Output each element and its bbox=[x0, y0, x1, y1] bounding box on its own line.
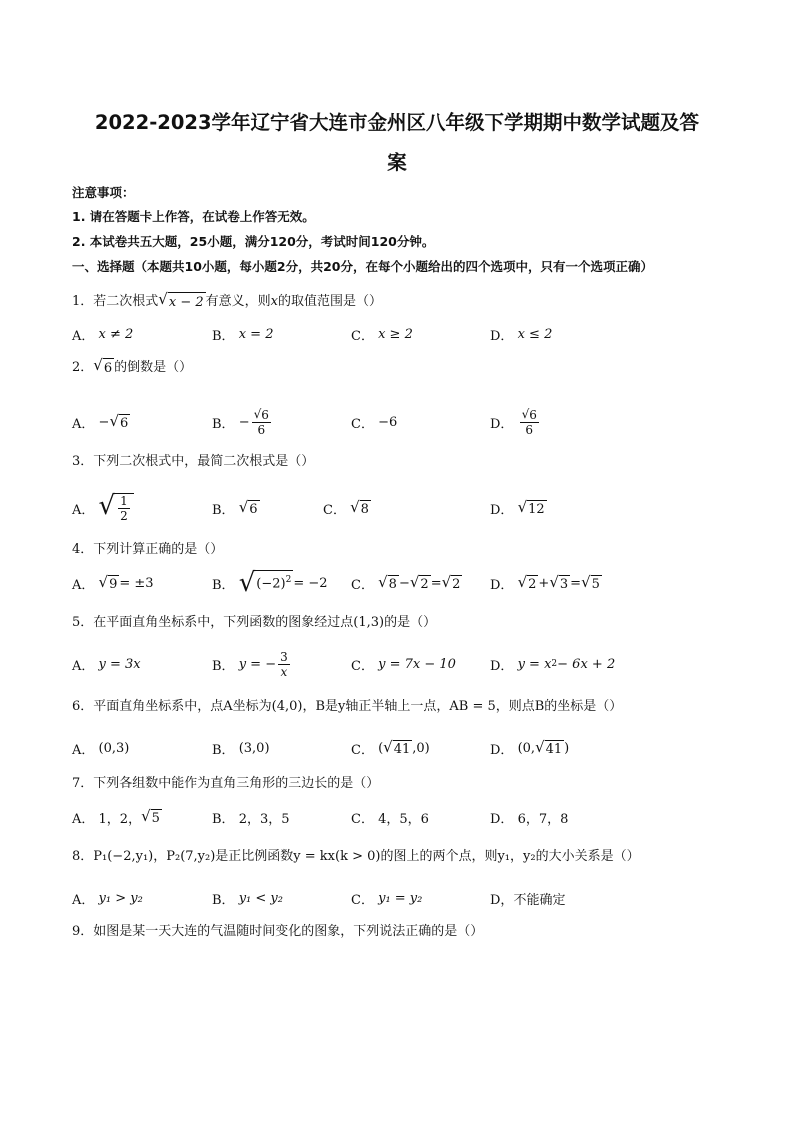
q4-option-b[interactable]: B． √ $(-2)^2$ = −2 bbox=[212, 568, 328, 598]
note-2: 2. 本试卷共五大题，25小题，满分120分，考试时间120分钟。 bbox=[72, 234, 435, 249]
document-title-line-2: 案 bbox=[387, 151, 407, 174]
question-3-options bbox=[72, 486, 732, 530]
q8-option-d[interactable]: D， 不能确定 bbox=[490, 892, 566, 908]
question-4: 4．下列计算正确的是（） bbox=[72, 542, 224, 557]
question-5-options bbox=[72, 643, 732, 685]
q5-option-b[interactable]: B． y = − $\frac{3}{x}$ bbox=[212, 649, 288, 679]
question-3: 3．下列二次根式中，最简二次根式是（） bbox=[72, 454, 315, 469]
q7-option-d[interactable]: D． 6，7，8 bbox=[490, 811, 569, 827]
question-1-options bbox=[72, 316, 732, 352]
q5-option-d[interactable]: D． y = x 2 − 6x + 2 bbox=[490, 656, 616, 674]
q1-option-a[interactable]: A． x ≠ 2 bbox=[72, 326, 134, 344]
q8-option-a[interactable]: A． y₁ > y₂ bbox=[72, 890, 143, 908]
question-8: 8．P₁(−2,y₁)，P₂(7,y₂)是正比例函数y = kx(k > 0)的图上的两个点，则y₁，y₂的大小关系是（） bbox=[72, 849, 640, 864]
q5-option-a[interactable]: A． y = 3x bbox=[72, 656, 141, 674]
q3-option-a[interactable]: A． √ $\frac{1}{2}$ bbox=[72, 486, 134, 530]
q1-option-b[interactable]: B． x = 2 bbox=[212, 326, 274, 344]
q3-option-c[interactable]: C． √ 8 bbox=[323, 497, 369, 518]
q2-option-b[interactable]: B． − √ 6 6 bbox=[212, 406, 269, 437]
question-2-options bbox=[72, 402, 732, 442]
q1-option-d[interactable]: D． x ≤ 2 bbox=[490, 326, 553, 344]
q8-option-b[interactable]: B． y₁ < y₂ bbox=[212, 890, 283, 908]
sqrt-symbol: √ 6 bbox=[93, 356, 113, 376]
q6-option-a[interactable]: A． (0,3) bbox=[72, 740, 130, 758]
q2-option-a[interactable]: A． − √ 6 bbox=[72, 411, 129, 432]
q3-option-b[interactable]: B． √ 6 bbox=[212, 497, 258, 518]
document-title-line-1: 2022-2023学年辽宁省大连市金州区八年级下学期期中数学试题及答 bbox=[94, 111, 700, 134]
question-1: 1． 若二次根式 √ x − 2 有意义，则 x 的取值范围是（） bbox=[72, 290, 382, 310]
notes-heading: 注意事项： bbox=[72, 185, 135, 200]
q8-option-c[interactable]: C． y₁ = y₂ bbox=[351, 890, 423, 908]
q5-option-c[interactable]: C． y = 7x − 10 bbox=[351, 656, 456, 674]
q4-option-a[interactable]: A． √ 9 = ±3 bbox=[72, 572, 154, 593]
question-2: 2． √ 6 的倒数是（） bbox=[72, 356, 193, 376]
q7-option-a[interactable]: A． 1，2， √ 5 bbox=[72, 806, 160, 827]
q7-option-c[interactable]: C． 4，5，6 bbox=[351, 811, 429, 827]
q6-option-c[interactable]: C． ( √ 41 ,0) bbox=[351, 737, 430, 758]
question-6: 6．平面直角坐标系中，点A坐标为(4,0)，B是y轴正半轴上一点，AB = 5，则点B的坐标是（） bbox=[72, 699, 623, 714]
sqrt-symbol: √ x − 2 bbox=[158, 290, 204, 310]
q4-option-d[interactable]: D． √ 2 + √ 3 = √ 5 bbox=[490, 572, 600, 593]
question-4-options bbox=[72, 565, 732, 601]
question-7-options bbox=[72, 799, 732, 835]
q7-option-b[interactable]: B． 2，3，5 bbox=[212, 811, 290, 827]
question-7: 7．下列各组数中能作为直角三角形的三边长的是（） bbox=[72, 776, 380, 791]
question-6-options bbox=[72, 730, 732, 766]
q2-option-d[interactable]: D． √ 6 6 bbox=[490, 406, 537, 437]
question-9: 9．如图是某一天大连的气温随时间变化的图象，下列说法正确的是（） bbox=[72, 924, 484, 939]
q4-option-c[interactable]: C． √ 8 − √ 2 = √ 2 bbox=[351, 572, 461, 593]
q1-option-c[interactable]: C． x ≥ 2 bbox=[351, 326, 413, 344]
note-1: 1. 请在答题卡上作答，在试卷上作答无效。 bbox=[72, 209, 315, 224]
q3-option-d[interactable]: D． √ 12 bbox=[490, 497, 545, 518]
q6-option-d[interactable]: D． (0, √ 41 ) bbox=[490, 737, 570, 758]
question-8-options bbox=[72, 880, 732, 916]
section-1-heading: 一、选择题（本题共10小题，每小题2分，共20分，在每个小题给出的四个选项中，只有一个选项正确） bbox=[72, 259, 653, 274]
q2-option-c[interactable]: C． −6 bbox=[351, 414, 398, 432]
q6-option-b[interactable]: B． (3,0) bbox=[212, 740, 270, 758]
question-5: 5．在平面直角坐标系中，下列函数的图象经过点(1,3)的是（） bbox=[72, 615, 437, 630]
